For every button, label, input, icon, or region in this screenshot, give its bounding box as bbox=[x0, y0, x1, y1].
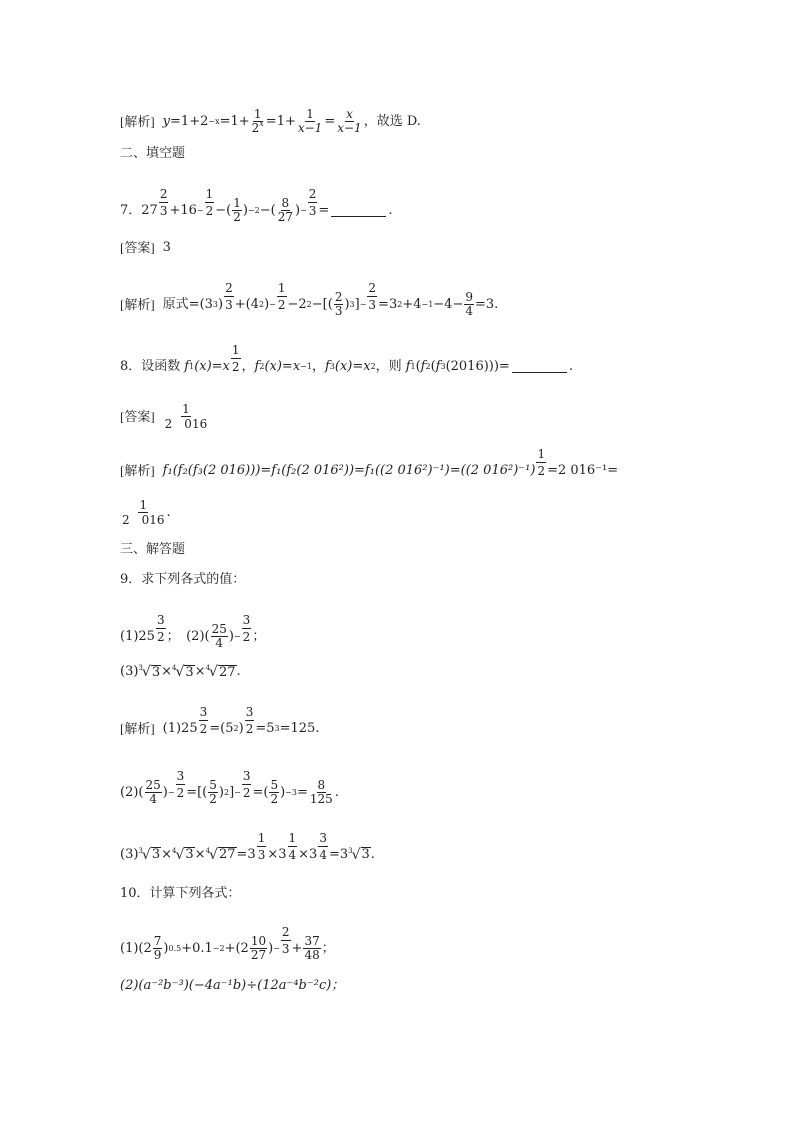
fraction: $\frac{1}{x-1}$ bbox=[297, 107, 323, 135]
section-heading-solve: 三、解答题 bbox=[120, 542, 186, 557]
solution-9-part-1: [解析] (1)25 $\frac{3}{2}$ =(5 2 ) $\frac{3}{2}$ =5 3 =125. bbox=[120, 705, 320, 736]
solution-8: [解析] f₁(f₂(f₃(2 016)))=f₁(f₂(2 016²))=f₁((2 016²)⁻¹)=((2 016²)⁻¹) $\frac{1}{2}$ =2 016⁻¹= bbox=[120, 447, 619, 478]
answer-7: [答案] 3 bbox=[120, 240, 171, 255]
fraction: $\frac{1}{2^x}$ bbox=[251, 107, 264, 135]
section-heading-fill-blank: 二、填空题 bbox=[120, 146, 186, 161]
answer-blank bbox=[331, 204, 386, 217]
question-10-part-2: (2)(a⁻²b⁻³)(−4a⁻¹b)÷(12a⁻⁴b⁻²c)； bbox=[120, 978, 345, 993]
answer-blank bbox=[512, 360, 567, 373]
question-9-title: 9．求下列各式的值： bbox=[120, 572, 246, 587]
solution-9-part-3: (3) 3 √ 3 × 4 √ 3 × 4 √ 27 =3 $\frac{1}{3}$ ×3 $\frac{1}{4}$ ×3 $\frac{3}{4}$ =3 3 √ 3 . bbox=[120, 831, 375, 863]
question-7: 7．27 2 3 +16 − $\frac{1}{2}$ −( $\frac{1}{2}$ ) −2 −( $\frac{8}{27}$ ) − $\frac{2}{3}$ = . bbox=[120, 187, 393, 224]
question-9-part-3: (3) 3 √ 3 × 4 √ 3 × 4 √ 27 . bbox=[120, 664, 241, 680]
fraction: $\frac{x}{x-1}$ bbox=[337, 107, 362, 135]
answer-8: [答案] $\frac{1}{2 016}$ bbox=[120, 402, 208, 431]
question-9-part-1-2: (1)25 3 2 ； (2)( $\frac{25}{4}$ ) − $\frac{3}{2}$ ； bbox=[120, 613, 266, 650]
question-8: 8．设函数 f 1 (x)=x 1 2 ， f 2 (x)=x −1 ， f 3 (x)=x 2 ，则 f 1 ( f 2 ( f 3 (2016)))= . bbox=[120, 343, 573, 374]
solution-8-continued: $\frac{1}{2 016}$ . bbox=[122, 498, 171, 527]
solution-tag: [解析] bbox=[120, 113, 155, 129]
solution-9-part-2: (2)( $\frac{25}{4}$ ) − $\frac{3}{2}$ =[( $\frac{5}{2}$ ) 2 ] − $\frac{3}{2}$ =( $\frac{5}{2}$ ) −3 = $\frac{8}{125}$ . bbox=[120, 769, 339, 806]
solution-6-line: [解析] y =1+2 −x =1+ $\frac{1}{2^x}$ =1+ $\frac{1}{x-1}$ = $\frac{x}{x-1}$ ，故选 D. bbox=[120, 107, 421, 135]
question-10-title: 10．计算下列各式： bbox=[120, 886, 241, 901]
solution-7: [解析] 原式=(3 3 ) 2 3 +(4 2 ) − $\frac{1}{2}$ −2 2 −[( $\frac{2}{3}$ ) 3 ] − $\frac{2}{3}$ =3 2 +4 −1 −4− $\frac{9}{4}$ =3. bbox=[120, 281, 499, 318]
question-10-part-1: (1)(2 $\frac{7}{9}$ ) 0.5 +0.1 −2 +(2 $\frac{10}{27}$ ) − $\frac{2}{3}$ + $\frac{37}{48}$ ； bbox=[120, 925, 335, 962]
